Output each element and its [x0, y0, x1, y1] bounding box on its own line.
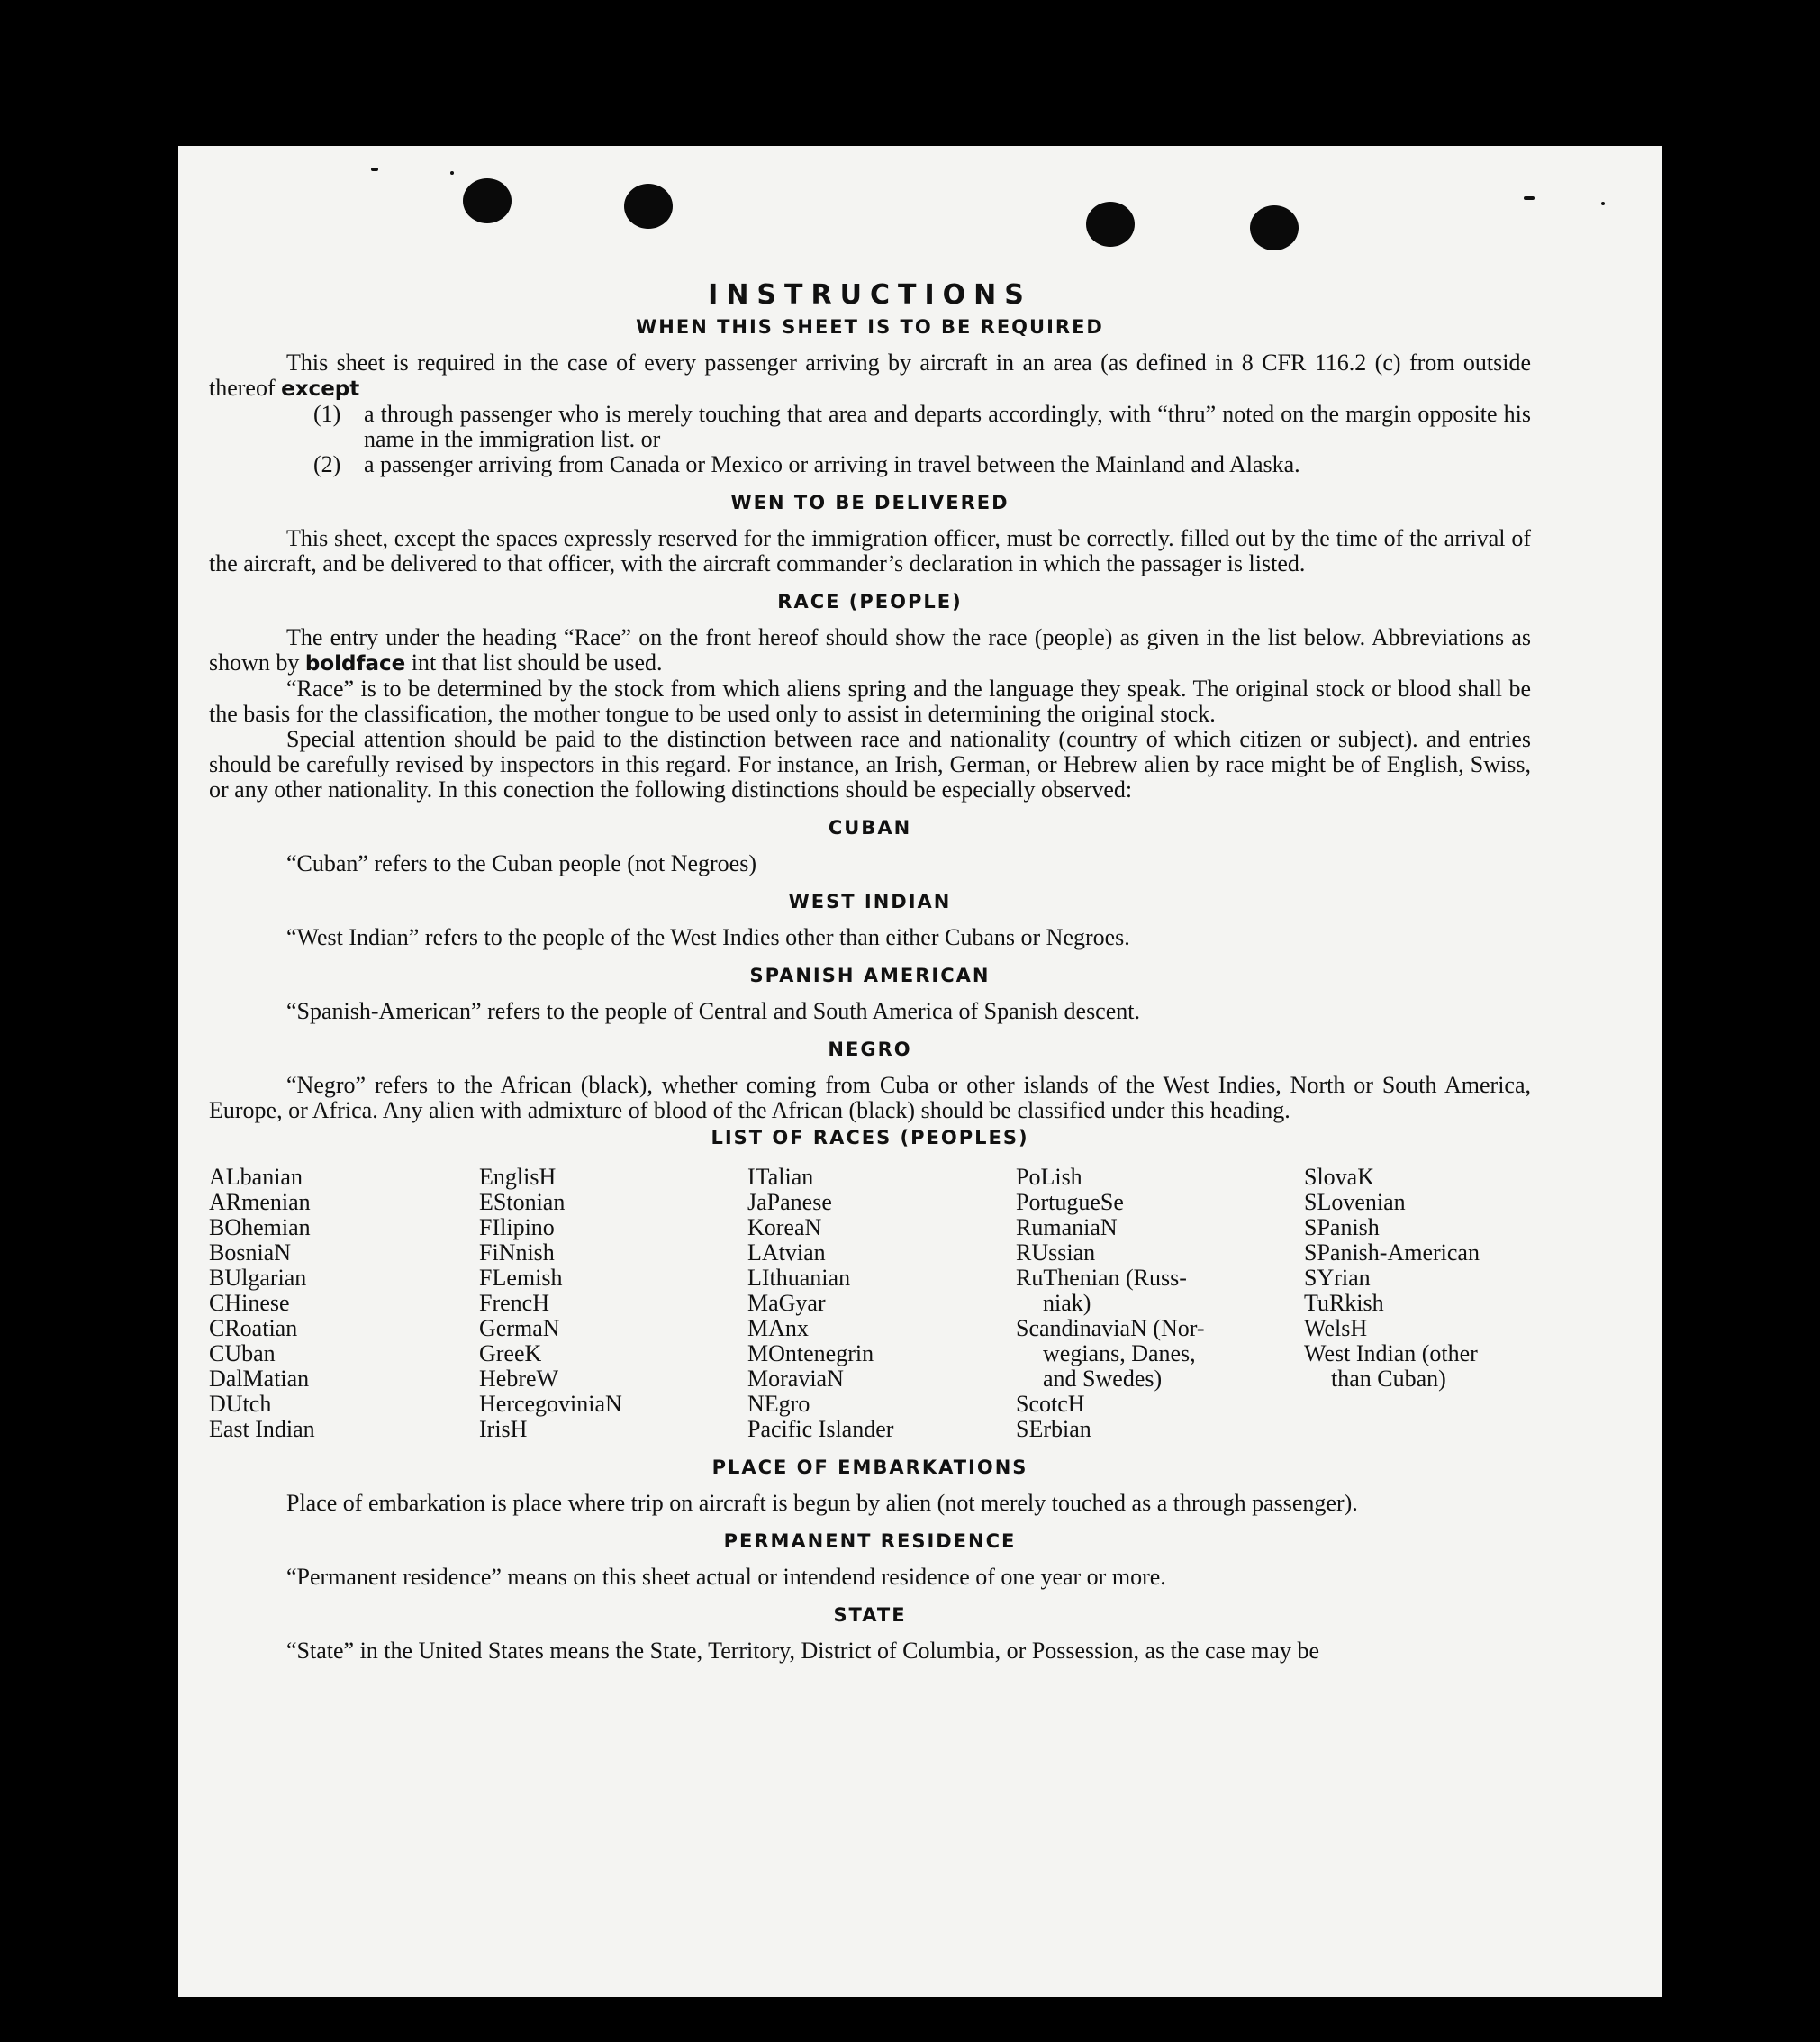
race-entry: RumaniaN — [1016, 1214, 1118, 1240]
exception-item — [209, 452, 1531, 477]
race-entry: HebreW — [479, 1366, 559, 1392]
race-entry: RuThenian (Russ- — [1016, 1265, 1187, 1291]
race-entry: WelsH — [1304, 1315, 1368, 1341]
punch-hole — [463, 178, 512, 223]
punch-hole — [1250, 205, 1299, 250]
race-entry: ARmenian — [209, 1189, 311, 1215]
race-entry: CUban — [209, 1340, 276, 1366]
races-column — [747, 1165, 1016, 1442]
race-entry: HercegoviniaN — [479, 1391, 622, 1417]
heading-permanent-residence: PERMANENT RESIDENCE — [723, 1530, 1017, 1552]
heading-spanish-american: SPANISH AMERICAN — [749, 965, 991, 986]
races-column — [479, 1165, 747, 1442]
heading-when-delivered: WEN TO BE DELIVERED — [730, 492, 1010, 513]
speck — [1601, 202, 1605, 205]
race-entry: SErbian — [1016, 1416, 1091, 1442]
race-entry: TuRkish — [1304, 1290, 1384, 1316]
exception-text: a through passenger who is merely touching that area and departs accordingly, with “thru” noted on the margin opposite his name in the immigration list. or — [364, 401, 1531, 452]
race-entry: KoreaN — [747, 1214, 822, 1240]
race-entry: MoraviaN — [747, 1366, 844, 1392]
race-entry: GermaN — [479, 1315, 560, 1341]
punch-hole — [624, 184, 673, 229]
race-entry: SlovaK — [1304, 1164, 1374, 1190]
races-column — [209, 1165, 479, 1442]
races-column — [1304, 1165, 1529, 1442]
race-entry: JaPanese — [747, 1189, 832, 1215]
race-entry: FIlipino — [479, 1214, 555, 1240]
cuban-text: “Cuban” refers to the Cuban people (not Negroes) — [286, 850, 756, 876]
west-indian-text: “West Indian” refers to the people of the West Indies other than either Cubans or Negroes. — [286, 924, 1130, 950]
race-entry: ALbanian — [209, 1164, 303, 1190]
race-entry: FiNnish — [479, 1239, 555, 1266]
race-entry: SYrian — [1304, 1265, 1371, 1291]
speck — [371, 168, 378, 171]
exception-number: (2) — [313, 451, 341, 477]
races-list — [209, 1165, 1531, 1442]
race-entry: than Cuban) — [1331, 1366, 1446, 1392]
race-entry: CRoatian — [209, 1315, 298, 1341]
race-entry: LAtvian — [747, 1239, 826, 1266]
race-entry: ScotcH — [1016, 1391, 1085, 1417]
race-entry: BosniaN — [209, 1239, 291, 1266]
race-entry: and Swedes) — [1043, 1366, 1163, 1392]
race-entry: EStonian — [479, 1189, 566, 1215]
race-entry: FLemish — [479, 1265, 563, 1291]
race-entry: IrisH — [479, 1416, 528, 1442]
race-entry: DalMatian — [209, 1366, 310, 1392]
race-entry: East Indian — [209, 1416, 315, 1442]
race-entry: MOntenegrin — [747, 1340, 874, 1366]
race-entry: LIthuanian — [747, 1265, 851, 1291]
race-entry: Pacific Islander — [747, 1416, 894, 1442]
race-entry: SPanish-American — [1304, 1239, 1480, 1266]
race-paragraph-1: The entry under the heading “Race” on the front hereof should show the race (people) as given in the list below. Abbreviations as shown by boldface int that list should be used. — [209, 624, 1531, 676]
speck — [450, 171, 454, 175]
heading-when-required: WHEN THIS SHEET IS TO BE REQUIRED — [636, 316, 1104, 338]
race-entry: BUlgarian — [209, 1265, 307, 1291]
boldface-emphasis: boldface — [304, 652, 406, 676]
page-title: INSTRUCTIONS — [708, 279, 1032, 311]
race-entry: FrencH — [479, 1290, 549, 1316]
embarkation-text: Place of embarkation is place where trip on aircraft is begun by alien (not merely touched as a through passenger). — [286, 1490, 1358, 1516]
speck — [1524, 196, 1535, 200]
race-entry: CHinese — [209, 1290, 290, 1316]
except-emphasis: except — [281, 377, 360, 401]
race-entry: PoLish — [1016, 1164, 1082, 1190]
race-entry: wegians, Danes, — [1043, 1340, 1196, 1366]
race-entry: SLovenian — [1304, 1189, 1406, 1215]
heading-cuban: CUBAN — [828, 817, 912, 839]
race-entry: ITalian — [747, 1164, 814, 1190]
residence-text: “Permanent residence” means on this sheet actual or intendend residence of one year or more. — [286, 1564, 1166, 1590]
exception-number: (1) — [313, 401, 341, 427]
race-entry: niak) — [1043, 1290, 1091, 1316]
spanish-american-text: “Spanish-American” refers to the people of Central and South America of Spanish descent. — [286, 998, 1140, 1024]
races-column — [1016, 1165, 1304, 1442]
heading-state: STATE — [833, 1604, 907, 1626]
race-entry: NEgro — [747, 1391, 810, 1417]
race-paragraph-2: “Race” is to be determined by the stock from which aliens spring and the language they speak. The original stock or blood shall be the basis for the classification, the mother tongue to be used only to assist in determining the original stock. — [209, 676, 1531, 727]
race-paragraph-3: Special attention should be paid to the distinction between race and nationality (country of which citizen or subject). and entries should be carefully revised by inspectors in this regard. For instance, an Irish, German, or Hebrew alien by race might be of English, Swiss, or any other nationality. In this conection the following distinctions should be especially observed: — [209, 726, 1531, 803]
heading-west-indian: WEST INDIAN — [788, 891, 952, 912]
race-entry: SPanish — [1304, 1214, 1380, 1240]
exception-item — [209, 402, 1531, 452]
race-entry: West Indian (other — [1304, 1340, 1478, 1366]
race-entry: EnglisH — [479, 1164, 557, 1190]
punch-hole — [1086, 202, 1135, 247]
state-text: “State” in the United States means the State, Territory, District of Columbia, or Possession, as the case may be — [286, 1638, 1319, 1664]
instructions-content — [209, 279, 1531, 1664]
when-delivered-text: This sheet, except the spaces expressly reserved for the immigration officer, must be correctly. filled out by the time of the arrival of the aircraft, and be delivered to that officer, with the aircraft commander’s declaration in which the passager is listed. — [209, 525, 1531, 576]
race-entry: RUssian — [1016, 1239, 1096, 1266]
race-entry: BOhemian — [209, 1214, 311, 1240]
race-entry: GreeK — [479, 1340, 542, 1366]
race-entry: PortugueSe — [1016, 1189, 1124, 1215]
exception-text: a passenger arriving from Canada or Mexico or arriving in travel between the Mainland and Alaska. — [364, 451, 1300, 477]
race-entry: MaGyar — [747, 1290, 826, 1316]
race-entry: ScandinaviaN (Nor- — [1016, 1315, 1205, 1341]
race-entry: MAnx — [747, 1315, 809, 1341]
heading-negro: NEGRO — [828, 1039, 912, 1060]
race-entry: DUtch — [209, 1391, 272, 1417]
when-required-intro: This sheet is required in the case of every passenger arriving by aircraft in an area (as defined in 8 CFR 116.2 (c) from outside thereof except — [209, 349, 1531, 401]
heading-race: RACE (PEOPLE) — [777, 591, 963, 613]
negro-text: “Negro” refers to the African (black), whether coming from Cuba or other islands of the West Indies, North or South America, Europe, or Africa. Any alien with admixture of blood of the African (black) should be classified under this heading. — [209, 1072, 1531, 1123]
heading-embarkation: PLACE OF EMBARKATIONS — [711, 1457, 1028, 1478]
heading-list-of-races: LIST OF RACES (PEOPLES) — [711, 1127, 1029, 1148]
